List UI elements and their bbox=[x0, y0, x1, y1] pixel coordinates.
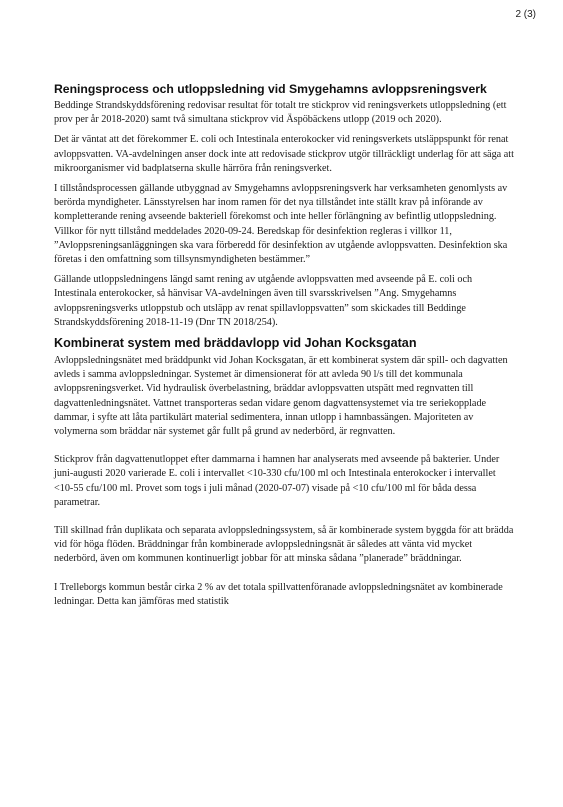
page-number: 2 (3) bbox=[515, 9, 536, 20]
section-heading: Kombinerat system med bräddavlopp vid Johan Kocksgatan bbox=[54, 336, 417, 351]
paragraph: Beddinge Strandskyddsförening redovisar resultat för totalt tre stickprov vid reningsverkets utloppsledning (ett prov per år 2018-2020) samt två simultana stickprov vid Äspöbäckens utlopp (2019 och 2020). bbox=[54, 100, 507, 126]
section-combined-system bbox=[54, 336, 514, 609]
paragraph: I tillståndsprocessen gällande utbyggnad av Smygehamns avloppsreningsverk har verksamheten genomlysts av berörda myndigheter. Länsstyrelsen har inom ramen för det nya tillståndet inte ställt krav på införande av kompletterande rening avseende bakteriell förekomst och inte heller förlängning av befintlig utloppsledning. Villkor för nytt tillstånd meddelades 2020-09-24. Beredskap för desinfektion regleras i villkor 11, ”Avloppsreningsanläggningen ska vara förberedd för desinfektion av utgående avloppsvatten. Desinfektion ska företas i den omfattning som tillsynsmyndigheten bestämmer.” bbox=[54, 183, 508, 266]
paragraph: Gällande utloppsledningens längd samt rening av utgående avloppsvatten med avseende på E. coli och Intestinala enterokocker, så hänvisar VA-avdelningen även till svarsskrivelsen ”Ang. Smygehamns avloppsreningsverks utloppstub och utsläpp av renat spillavloppsvatten” som skickades till Beddinge Strandskyddsförening 2018-11-19 (Dnr TN 2018/254). bbox=[54, 274, 473, 328]
document-body bbox=[54, 82, 514, 615]
section-heading: Reningsprocess och utloppsledning vid Smygehamns avloppsreningsverk bbox=[54, 82, 487, 96]
paragraph: Det är väntat att det förekommer E. coli och Intestinala enterokocker vid reningsverkets utsläppspunkt för renat avloppsvatten. VA-avdelningen anser dock inte att redovisade stickprov utgör tillräckligt underlag för att säga att mikroorganismer vid badplatserna skulle härröra från reningsverket. bbox=[54, 134, 514, 174]
paragraph: Till skillnad från duplikata och separata avloppsledningssystem, så är kombinerade system byggda för att brädda vid för höga flöden. Bräddningar från kombinerade avloppsledningsnät är således att vänta vid mycket nederbörd, även om kommunen kontinuerligt jobbar för att minska sådana ”planerade” bräddningar. bbox=[54, 525, 514, 565]
paragraph: I Trelleborgs kommun består cirka 2 % av det totala spillvattenföranade avloppsledningsnätet av kombinerade ledningar. Detta kan jämföras med statistik bbox=[54, 581, 503, 607]
paragraph: Stickprov från dagvattenutloppet efter dammarna i hamnen har analyserats med avseende på bakterier. Under juni-augusti 2020 varierade E. coli i intervallet <10-330 cfu/100 ml och Intestinala enterokocker i intervallet <10-55 cfu/100 ml. Provet som togs i juli månad (2020-07-07) visade på <10 cfu/100 ml för båda dessa parametrar. bbox=[54, 454, 500, 508]
paragraph: Avloppsledningsnätet med bräddpunkt vid Johan Kocksgatan, är ett kombinerat system där spill- och dagvatten avleds i samma avloppsledningar. Systemet är dimensionerat för att avleda 90 l/s till det kommunala avloppsreningsverket. Vid hydraulisk överbelastning, bräddar avloppsvatten utspätt med regnvatten till dagvattenledningsnätet. Vattnet transporteras sedan vidare genom dagvattensystemet via tre seriekopplade dammar, i syfte att låta partikulärt material sedimentera, innan utlopp i hamnbassängen. Majoriteten av volymerna som bräddar när systemet går fullt på grund av nederbörd, är regnvatten. bbox=[54, 355, 508, 438]
section-treatment-process bbox=[54, 82, 514, 330]
